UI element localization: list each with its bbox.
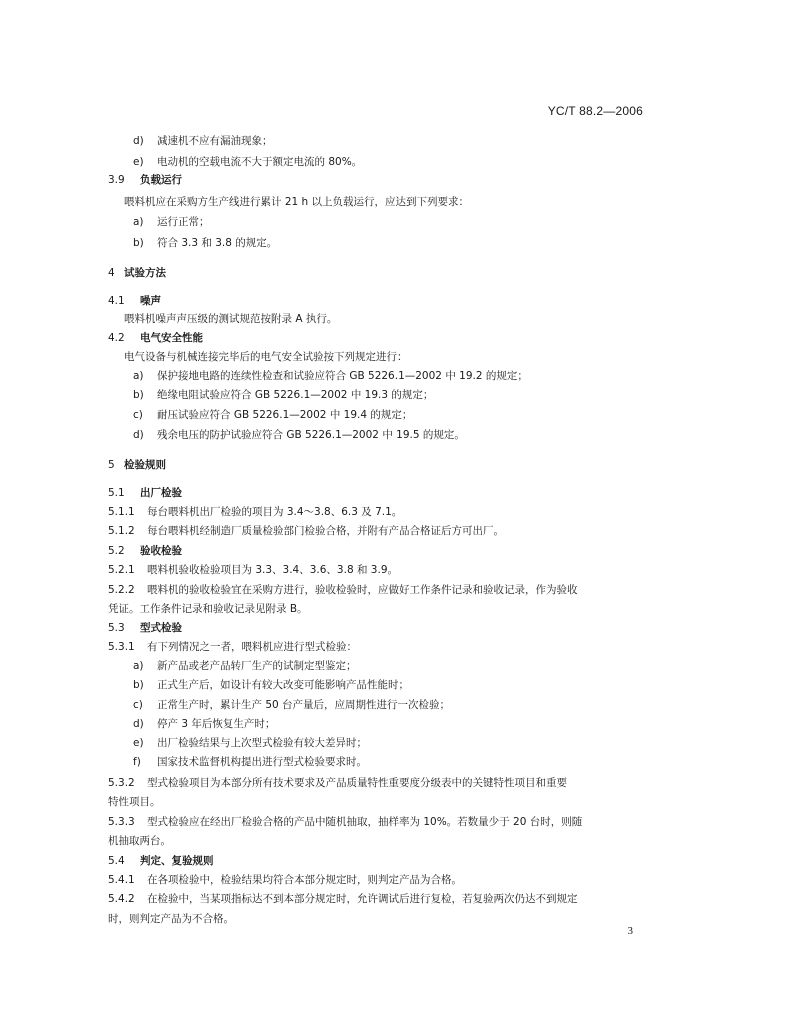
clause-number: d): [133, 135, 144, 147]
clause-number: 4: [108, 267, 115, 279]
clause-number: d): [133, 429, 144, 441]
clause-text: 保护接地电路的连续性检查和试验应符合 GB 5226.1—2002 中 19.2 的规定；: [157, 370, 528, 382]
clause-text: 正式生产后，如设计有较大改变可能影响产品性能时；: [157, 679, 409, 691]
clause-text: 在检验中，当某项指标达不到本部分规定时，允许调试后进行复检，若复验两次仍达不到规定: [147, 893, 578, 905]
clause-number: 5.1: [108, 487, 125, 499]
clause-text: 出厂检验结果与上次型式检验有较大差异时；: [157, 737, 367, 749]
clause-text: 有下列情况之一者，喂料机应进行型式检验：: [147, 641, 357, 653]
clause-text: 每台喂料机出厂检验的项目为 3.4～3.8、6.3 及 7.1。: [147, 506, 403, 518]
clause-number: c): [133, 699, 143, 711]
clause-text: 机抽取两台。: [108, 835, 171, 847]
section-heading: 电气安全性能: [140, 332, 203, 344]
clause-number: 5.2: [108, 545, 125, 557]
clause-number: e): [133, 156, 144, 168]
clause-number: 4.1: [108, 295, 125, 307]
clause-number: a): [133, 370, 144, 382]
clause-number: 5.4.2: [108, 893, 135, 905]
clause-text: 型式检验项目为本部分所有技术要求及产品质量特性重要度分级表中的关键特性项目和重要: [147, 777, 567, 789]
clause-text: 国家技术监督机构提出进行型式检验要求时。: [157, 756, 367, 768]
clause-text: 特性项目。: [108, 796, 161, 808]
clause-text: 绝缘电阻试验应符合 GB 5226.1—2002 中 19.3 的规定；: [157, 389, 434, 401]
clause-text: 每台喂料机经制造厂质量检验部门检验合格，并附有产品合格证后方可出厂。: [147, 525, 504, 537]
clause-number: c): [133, 409, 143, 421]
clause-text: 喂料机验收检验项目为 3.3、3.4、3.6、3.8 和 3.9。: [147, 564, 399, 576]
clause-number: 5.1.1: [108, 506, 135, 518]
section-heading: 验收检验: [140, 545, 182, 557]
clause-number: a): [133, 660, 144, 672]
clause-text: 残余电压的防护试验应符合 GB 5226.1—2002 中 19.5 的规定。: [157, 429, 465, 441]
clause-number: 5.3.1: [108, 641, 135, 653]
section-heading: 检验规则: [124, 459, 166, 471]
clause-number: 5.3: [108, 622, 125, 634]
clause-text: 电气设备与机械连接完毕后的电气安全试验按下列规定进行：: [124, 351, 408, 363]
clause-text: 时，则判定产品为不合格。: [108, 913, 234, 925]
clause-number: 3.9: [108, 174, 125, 186]
clause-number: 5.4: [108, 855, 125, 867]
clause-text: 耐压试验应符合 GB 5226.1—2002 中 19.4 的规定；: [157, 409, 413, 421]
clause-text: 喂料机的验收检验宜在采购方进行，验收检验时，应做好工作条件记录和验收记录，作为验收: [147, 584, 578, 596]
clause-text: 凭证。工作条件记录和验收记录见附录 B。: [108, 603, 308, 615]
clause-number: b): [133, 389, 144, 401]
clause-number: d): [133, 718, 144, 730]
clause-number: 5.3.2: [108, 777, 135, 789]
clause-text: 型式检验应在经出厂检验合格的产品中随机抽取，抽样率为 10%。若数量少于 20 台时，则随: [147, 816, 583, 828]
clause-number: 5.2.2: [108, 584, 135, 596]
clause-number: f): [133, 756, 141, 768]
section-heading: 噪声: [140, 295, 161, 307]
clause-number: b): [133, 237, 144, 249]
clause-number: 4.2: [108, 332, 125, 344]
section-heading: 出厂检验: [140, 487, 182, 499]
clause-number: 5.2.1: [108, 564, 135, 576]
clause-text: 新产品或老产品转厂生产的试制定型鉴定；: [157, 660, 357, 672]
page-number: 3: [627, 925, 633, 937]
standard-code-header: YC/T 88.2—2006: [547, 104, 643, 118]
clause-text: 电动机的空载电流不大于额定电流的 80%。: [157, 156, 363, 168]
clause-number: 5.4.1: [108, 874, 135, 886]
clause-text: 运行正常；: [157, 216, 210, 228]
clause-text: 符合 3.3 和 3.8 的规定。: [157, 237, 278, 249]
section-heading: 判定、复验规则: [140, 855, 214, 867]
clause-number: 5: [108, 459, 115, 471]
clause-text: 喂料机噪声声压级的测试规范按附录 A 执行。: [124, 313, 338, 325]
clause-text: 正常生产时，累计生产 50 台产量后，应周期性进行一次检验；: [157, 699, 451, 711]
clause-text: 减速机不应有漏油现象；: [157, 135, 273, 147]
clause-text: 喂料机应在采购方生产线进行累计 21 h 以上负载运行，应达到下列要求：: [124, 196, 470, 208]
clause-number: b): [133, 679, 144, 691]
clause-number: 5.1.2: [108, 525, 135, 537]
clause-number: e): [133, 737, 144, 749]
clause-text: 停产 3 年后恢复生产时；: [157, 718, 276, 730]
clause-number: 5.3.3: [108, 816, 135, 828]
clause-number: a): [133, 216, 144, 228]
section-heading: 负载运行: [140, 174, 182, 186]
clause-text: 在各项检验中，检验结果均符合本部分规定时，则判定产品为合格。: [147, 874, 462, 886]
section-heading: 型式检验: [140, 622, 182, 634]
section-heading: 试验方法: [124, 267, 166, 279]
